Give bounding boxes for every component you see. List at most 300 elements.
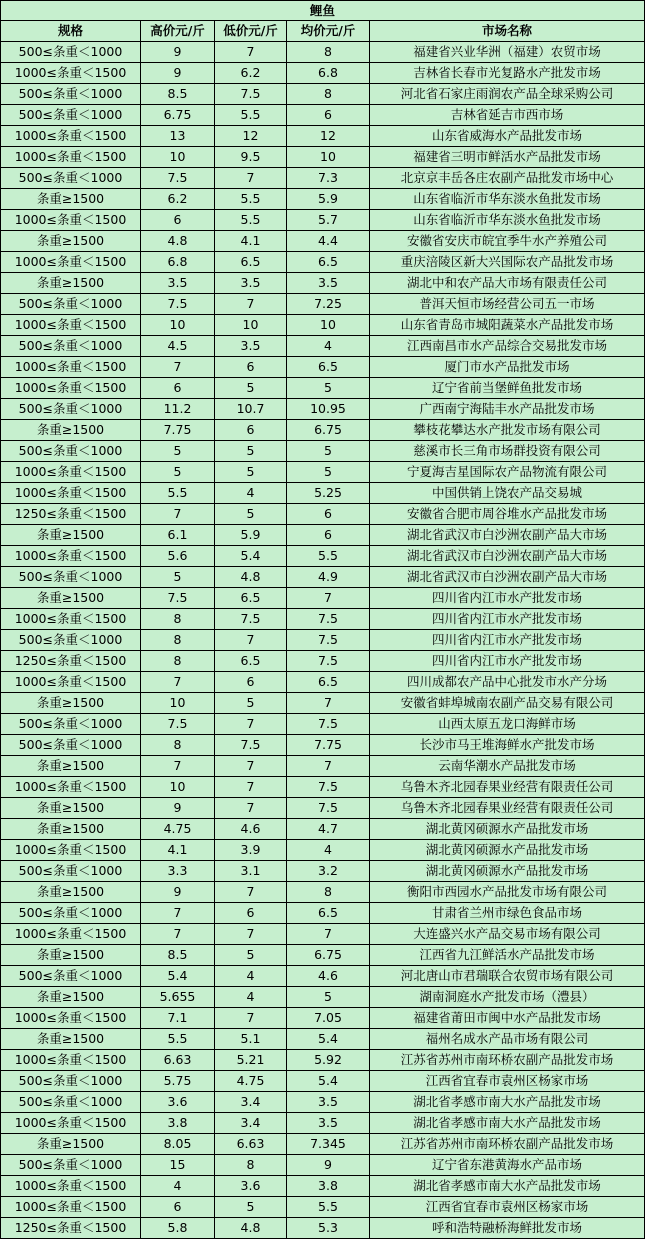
cell-avg-price: 7 [287,756,370,777]
cell-high-price: 8 [141,609,215,630]
cell-market-name: 中国供销上饶农产品交易城 [370,483,645,504]
cell-spec: 条重≥1500 [1,1134,141,1155]
cell-market-name: 山东省临沂市华东淡水鱼批发市场 [370,210,645,231]
table-row [1,630,645,651]
cell-spec: 1000≤条重＜1500 [1,126,141,147]
cell-avg-price: 7.5 [287,651,370,672]
cell-avg-price: 4.7 [287,819,370,840]
cell-market-name: 乌鲁木齐北园春果业经营有限责任公司 [370,798,645,819]
cell-low-price: 7 [215,756,287,777]
cell-low-price: 3.5 [215,273,287,294]
table-row [1,504,645,525]
cell-market-name: 福州名成水产品市场有限公司 [370,1029,645,1050]
table-row [1,147,645,168]
cell-market-name: 湖北中和农产品大市场有限责任公司 [370,273,645,294]
cell-market-name: 辽宁省东港黄海水产品市场 [370,1155,645,1176]
cell-high-price: 5.75 [141,1071,215,1092]
cell-avg-price: 5 [287,441,370,462]
table-row [1,1176,645,1197]
cell-high-price: 9 [141,63,215,84]
cell-avg-price: 5 [287,987,370,1008]
cell-high-price: 10 [141,777,215,798]
cell-spec: 500≤条重＜1000 [1,861,141,882]
cell-spec: 500≤条重＜1000 [1,441,141,462]
cell-low-price: 12 [215,126,287,147]
cell-market-name: 慈溪市长三角市场群投资有限公司 [370,441,645,462]
cell-low-price: 3.6 [215,1176,287,1197]
cell-spec: 条重≥1500 [1,273,141,294]
cell-low-price: 4.8 [215,567,287,588]
cell-high-price: 5.5 [141,483,215,504]
cell-low-price: 8 [215,1155,287,1176]
cell-spec: 条重≥1500 [1,1029,141,1050]
cell-avg-price: 5.5 [287,1197,370,1218]
table-row [1,903,645,924]
cell-high-price: 8 [141,735,215,756]
cell-high-price: 5.5 [141,1029,215,1050]
cell-spec: 500≤条重＜1000 [1,84,141,105]
cell-market-name: 辽宁省前当堡鲜鱼批发市场 [370,378,645,399]
cell-market-name: 大连盛兴水产品交易市场有限公司 [370,924,645,945]
cell-spec: 1000≤条重＜1500 [1,462,141,483]
cell-market-name: 湖北省孝感市南大水产品批发市场 [370,1113,645,1134]
cell-spec: 条重≥1500 [1,525,141,546]
cell-market-name: 北京京丰岳各庄农副产品批发市场中心 [370,168,645,189]
cell-avg-price: 9 [287,1155,370,1176]
cell-low-price: 6.5 [215,588,287,609]
cell-market-name: 厦门市水产品批发市场 [370,357,645,378]
table-row [1,1134,645,1155]
cell-high-price: 8.05 [141,1134,215,1155]
table-row [1,42,645,63]
cell-high-price: 7 [141,672,215,693]
cell-avg-price: 10.95 [287,399,370,420]
table-row [1,189,645,210]
table-row [1,252,645,273]
cell-high-price: 7.75 [141,420,215,441]
cell-high-price: 8.5 [141,945,215,966]
cell-spec: 条重≥1500 [1,798,141,819]
cell-market-name: 湖北省孝感市南大水产品批发市场 [370,1092,645,1113]
cell-avg-price: 3.2 [287,861,370,882]
cell-avg-price: 6 [287,504,370,525]
cell-low-price: 7 [215,42,287,63]
header-spec: 规格 [1,21,141,42]
cell-avg-price: 6.8 [287,63,370,84]
cell-spec: 条重≥1500 [1,882,141,903]
table-row [1,84,645,105]
cell-spec: 500≤条重＜1000 [1,903,141,924]
header-high-price: 高价元/斤 [141,21,215,42]
cell-spec: 条重≥1500 [1,945,141,966]
cell-spec: 1250≤条重＜1500 [1,504,141,525]
cell-market-name: 河北唐山市君瑞联合农贸市场有限公司 [370,966,645,987]
cell-avg-price: 8 [287,84,370,105]
cell-high-price: 7 [141,357,215,378]
cell-avg-price: 6.75 [287,945,370,966]
cell-market-name: 湖北黄冈硕源水产品批发市场 [370,861,645,882]
cell-high-price: 13 [141,126,215,147]
cell-low-price: 4 [215,483,287,504]
cell-low-price: 5.9 [215,525,287,546]
cell-spec: 1000≤条重＜1500 [1,777,141,798]
table-row [1,588,645,609]
cell-spec: 1000≤条重＜1500 [1,924,141,945]
cell-high-price: 7.1 [141,1008,215,1029]
cell-spec: 500≤条重＜1000 [1,42,141,63]
cell-market-name: 山西太原五龙口海鲜市场 [370,714,645,735]
cell-market-name: 山东省青岛市城阳蔬菜水产品批发市场 [370,315,645,336]
cell-low-price: 5 [215,462,287,483]
table-row [1,672,645,693]
cell-high-price: 5.655 [141,987,215,1008]
cell-market-name: 攀枝花攀达水产批发市场有限公司 [370,420,645,441]
table-row [1,462,645,483]
cell-low-price: 6 [215,672,287,693]
cell-high-price: 10 [141,315,215,336]
cell-market-name: 湖北黄冈硕源水产品批发市场 [370,819,645,840]
cell-avg-price: 4.4 [287,231,370,252]
cell-high-price: 4.8 [141,231,215,252]
cell-avg-price: 12 [287,126,370,147]
table-row [1,1092,645,1113]
cell-low-price: 7.5 [215,735,287,756]
cell-low-price: 6 [215,357,287,378]
table-row [1,651,645,672]
table-row [1,378,645,399]
cell-low-price: 5.5 [215,189,287,210]
cell-avg-price: 10 [287,315,370,336]
cell-avg-price: 10 [287,147,370,168]
cell-spec: 500≤条重＜1000 [1,168,141,189]
cell-low-price: 4 [215,966,287,987]
cell-high-price: 8 [141,630,215,651]
cell-market-name: 四川成都农产品中心批发市水产分场 [370,672,645,693]
table-header-row [1,21,645,42]
cell-market-name: 重庆涪陵区新大兴国际农产品批发市场 [370,252,645,273]
table-row [1,609,645,630]
cell-avg-price: 5 [287,462,370,483]
header-market-name: 市场名称 [370,21,645,42]
cell-high-price: 10 [141,693,215,714]
cell-low-price: 4.8 [215,1218,287,1239]
cell-high-price: 7 [141,924,215,945]
cell-low-price: 7.5 [215,84,287,105]
table-row [1,1050,645,1071]
cell-avg-price: 3.5 [287,273,370,294]
cell-low-price: 10 [215,315,287,336]
table-row [1,777,645,798]
table-row [1,1071,645,1092]
cell-low-price: 6 [215,420,287,441]
cell-low-price: 5 [215,693,287,714]
cell-avg-price: 6.5 [287,252,370,273]
cell-spec: 500≤条重＜1000 [1,105,141,126]
cell-spec: 500≤条重＜1000 [1,567,141,588]
cell-spec: 条重≥1500 [1,588,141,609]
table-row [1,1218,645,1239]
cell-market-name: 宁夏海吉星国际农产品物流有限公司 [370,462,645,483]
cell-high-price: 4.75 [141,819,215,840]
cell-market-name: 江西南昌市水产品综合交易批发市场 [370,336,645,357]
cell-high-price: 6 [141,1197,215,1218]
cell-market-name: 四川省内江市水产批发市场 [370,609,645,630]
cell-low-price: 9.5 [215,147,287,168]
table-row [1,1029,645,1050]
table-row [1,861,645,882]
cell-spec: 1250≤条重＜1500 [1,1218,141,1239]
table-row [1,525,645,546]
cell-market-name: 山东省威海水产品批发市场 [370,126,645,147]
cell-low-price: 3.4 [215,1113,287,1134]
cell-avg-price: 5.9 [287,189,370,210]
cell-high-price: 4 [141,1176,215,1197]
cell-low-price: 5.4 [215,546,287,567]
cell-spec: 条重≥1500 [1,189,141,210]
cell-low-price: 7 [215,882,287,903]
cell-avg-price: 4.9 [287,567,370,588]
cell-avg-price: 4.6 [287,966,370,987]
cell-avg-price: 6.5 [287,672,370,693]
cell-high-price: 9 [141,798,215,819]
cell-avg-price: 7.75 [287,735,370,756]
cell-spec: 1000≤条重＜1500 [1,63,141,84]
table-row [1,399,645,420]
cell-market-name: 安徽省安庆市皖宜季牛水产养殖公司 [370,231,645,252]
table-row [1,546,645,567]
table-title-row [1,1,645,21]
cell-spec: 1000≤条重＜1500 [1,1113,141,1134]
cell-spec: 1000≤条重＜1500 [1,147,141,168]
cell-market-name: 河北省石家庄雨润农产品全球采购公司 [370,84,645,105]
cell-low-price: 3.9 [215,840,287,861]
cell-high-price: 7.5 [141,168,215,189]
cell-spec: 500≤条重＜1000 [1,1155,141,1176]
cell-high-price: 5 [141,462,215,483]
table-title: 鲤鱼 [1,1,645,21]
cell-high-price: 6.2 [141,189,215,210]
cell-avg-price: 8 [287,882,370,903]
table-row [1,126,645,147]
cell-spec: 1000≤条重＜1500 [1,483,141,504]
table-row [1,168,645,189]
cell-avg-price: 7.5 [287,777,370,798]
cell-avg-price: 7 [287,693,370,714]
cell-low-price: 7 [215,1008,287,1029]
cell-market-name: 吉林省长春市光复路水产批发市场 [370,63,645,84]
table-row [1,756,645,777]
table-row [1,273,645,294]
table-row [1,336,645,357]
cell-low-price: 10.7 [215,399,287,420]
table-row [1,420,645,441]
table-row [1,1008,645,1029]
cell-avg-price: 5.4 [287,1029,370,1050]
cell-spec: 1000≤条重＜1500 [1,840,141,861]
cell-avg-price: 7.05 [287,1008,370,1029]
cell-low-price: 5 [215,504,287,525]
table-body [1,42,645,1239]
cell-low-price: 6.63 [215,1134,287,1155]
cell-high-price: 8 [141,651,215,672]
cell-high-price: 7.5 [141,294,215,315]
table-row [1,63,645,84]
cell-high-price: 3.8 [141,1113,215,1134]
cell-spec: 500≤条重＜1000 [1,1071,141,1092]
cell-high-price: 7.5 [141,714,215,735]
cell-high-price: 11.2 [141,399,215,420]
table-row [1,1155,645,1176]
cell-market-name: 福建省三明市鲜活水产品批发市场 [370,147,645,168]
table-row [1,1197,645,1218]
cell-market-name: 广西南宁海陆丰水产品批发市场 [370,399,645,420]
cell-market-name: 湖北黄冈硕源水产品批发市场 [370,840,645,861]
cell-market-name: 湖北省武汉市白沙洲农副产品大市场 [370,567,645,588]
cell-avg-price: 5.4 [287,1071,370,1092]
cell-spec: 1000≤条重＜1500 [1,378,141,399]
cell-avg-price: 5.5 [287,546,370,567]
cell-high-price: 7 [141,756,215,777]
cell-spec: 500≤条重＜1000 [1,336,141,357]
cell-high-price: 10 [141,147,215,168]
cell-market-name: 湖北省武汉市白沙洲农副产品大市场 [370,546,645,567]
cell-market-name: 江西省九江鲜活水产品批发市场 [370,945,645,966]
cell-market-name: 安徽省合肥市周谷堆水产品批发市场 [370,504,645,525]
cell-low-price: 7 [215,168,287,189]
cell-market-name: 四川省内江市水产批发市场 [370,630,645,651]
cell-spec: 500≤条重＜1000 [1,399,141,420]
cell-market-name: 衡阳市西园水产品批发市场有限公司 [370,882,645,903]
table-row [1,693,645,714]
cell-low-price: 5 [215,945,287,966]
cell-avg-price: 6.5 [287,903,370,924]
cell-avg-price: 7.345 [287,1134,370,1155]
cell-high-price: 6.1 [141,525,215,546]
cell-spec: 1000≤条重＜1500 [1,1176,141,1197]
cell-market-name: 云南华潮水产品批发市场 [370,756,645,777]
cell-high-price: 6.8 [141,252,215,273]
table-row [1,945,645,966]
table-row [1,210,645,231]
cell-market-name: 江西省宜春市袁州区杨家市场 [370,1071,645,1092]
cell-market-name: 湖北省孝感市南大水产品批发市场 [370,1176,645,1197]
cell-spec: 1000≤条重＜1500 [1,357,141,378]
cell-high-price: 7.5 [141,588,215,609]
cell-market-name: 吉林省延吉市西市场 [370,105,645,126]
cell-market-name: 湖北省武汉市白沙洲农副产品大市场 [370,525,645,546]
cell-spec: 条重≥1500 [1,693,141,714]
cell-spec: 条重≥1500 [1,756,141,777]
cell-low-price: 5 [215,1197,287,1218]
cell-spec: 条重≥1500 [1,987,141,1008]
cell-market-name: 四川省内江市水产批发市场 [370,588,645,609]
cell-spec: 条重≥1500 [1,231,141,252]
cell-market-name: 福建省兴业华洲（福建）农贸市场 [370,42,645,63]
table-row [1,882,645,903]
cell-avg-price: 7.5 [287,630,370,651]
cell-high-price: 7 [141,504,215,525]
cell-spec: 1000≤条重＜1500 [1,672,141,693]
cell-low-price: 3.1 [215,861,287,882]
table-row [1,441,645,462]
table-row [1,567,645,588]
cell-high-price: 15 [141,1155,215,1176]
header-avg-price: 均价元/斤 [287,21,370,42]
cell-market-name: 乌鲁木齐北园春果业经营有限责任公司 [370,777,645,798]
cell-spec: 500≤条重＜1000 [1,294,141,315]
cell-spec: 1000≤条重＜1500 [1,315,141,336]
cell-low-price: 4 [215,987,287,1008]
cell-spec: 500≤条重＜1000 [1,630,141,651]
cell-high-price: 5 [141,441,215,462]
cell-low-price: 5.5 [215,210,287,231]
cell-avg-price: 6.75 [287,420,370,441]
cell-market-name: 福建省莆田市闽中水产品批发市场 [370,1008,645,1029]
cell-high-price: 6 [141,210,215,231]
cell-low-price: 6.5 [215,651,287,672]
cell-spec: 500≤条重＜1000 [1,966,141,987]
cell-high-price: 6.63 [141,1050,215,1071]
cell-avg-price: 8 [287,42,370,63]
cell-high-price: 5.4 [141,966,215,987]
cell-market-name: 安徽省蚌埠城南农副产品交易有限公司 [370,693,645,714]
cell-spec: 1000≤条重＜1500 [1,1008,141,1029]
cell-spec: 500≤条重＜1000 [1,714,141,735]
cell-market-name: 四川省内江市水产批发市场 [370,651,645,672]
cell-avg-price: 5.3 [287,1218,370,1239]
cell-spec: 500≤条重＜1000 [1,735,141,756]
cell-market-name: 长沙市马王堆海鲜水产批发市场 [370,735,645,756]
table-row [1,714,645,735]
cell-market-name: 甘肃省兰州市绿色食品市场 [370,903,645,924]
cell-high-price: 4.5 [141,336,215,357]
cell-avg-price: 4 [287,336,370,357]
table-row [1,735,645,756]
cell-high-price: 9 [141,42,215,63]
cell-low-price: 7 [215,777,287,798]
cell-low-price: 5.5 [215,105,287,126]
cell-market-name: 山东省临沂市华东淡水鱼批发市场 [370,189,645,210]
cell-market-name: 普洱天恒市场经营公司五一市场 [370,294,645,315]
cell-high-price: 3.6 [141,1092,215,1113]
header-low-price: 低价元/斤 [215,21,287,42]
cell-avg-price: 7.5 [287,609,370,630]
cell-avg-price: 5.7 [287,210,370,231]
cell-avg-price: 7 [287,588,370,609]
cell-low-price: 6.2 [215,63,287,84]
table-row [1,840,645,861]
cell-spec: 1000≤条重＜1500 [1,252,141,273]
cell-spec: 1000≤条重＜1500 [1,609,141,630]
table-row [1,231,645,252]
cell-market-name: 湖南洞庭水产批发市场（澧县） [370,987,645,1008]
cell-low-price: 7 [215,798,287,819]
cell-avg-price: 7.5 [287,714,370,735]
table-row [1,315,645,336]
cell-market-name: 江西省宜春市袁州区杨家市场 [370,1197,645,1218]
table-row [1,1113,645,1134]
cell-high-price: 3.5 [141,273,215,294]
table-row [1,294,645,315]
table-row [1,483,645,504]
cell-spec: 1250≤条重＜1500 [1,651,141,672]
cell-high-price: 5 [141,567,215,588]
cell-spec: 条重≥1500 [1,420,141,441]
cell-avg-price: 7 [287,924,370,945]
cell-avg-price: 6 [287,525,370,546]
cell-low-price: 7 [215,630,287,651]
cell-avg-price: 3.8 [287,1176,370,1197]
